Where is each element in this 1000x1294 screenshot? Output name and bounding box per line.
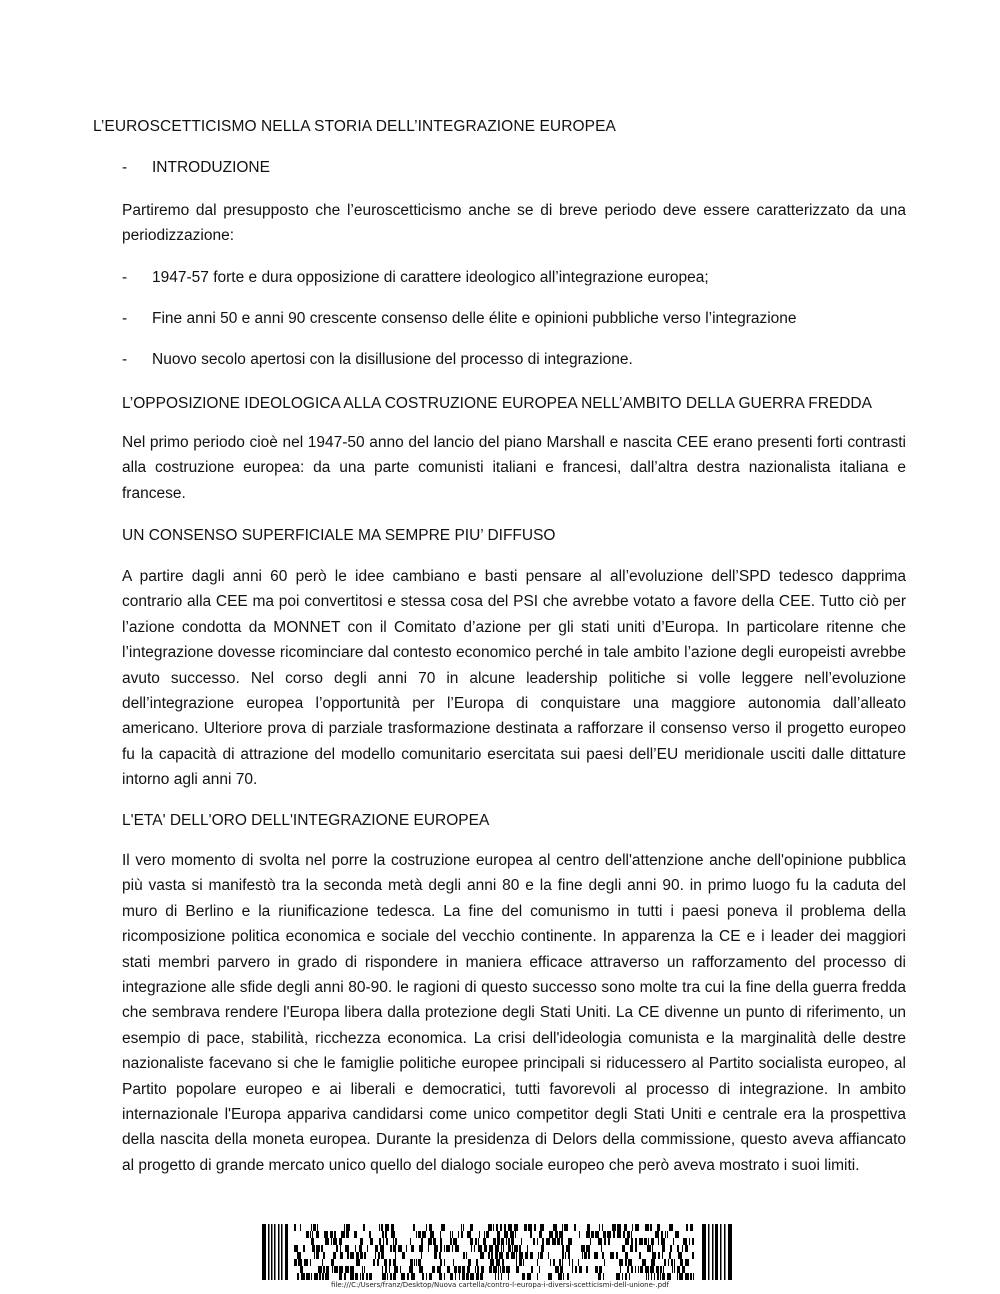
period-list	[122, 265, 906, 388]
intro-paragraph: Partiremo dal presupposto che l’euroscetticismo anche se di breve periodo deve essere caratterizzato da una periodizzazione:	[122, 202, 906, 245]
barcode-image	[262, 1224, 732, 1280]
bullet-dash: -	[122, 350, 128, 368]
bullet-dash: -	[122, 159, 128, 176]
section-heading: L'ETA' DELL'ORO DELL'INTEGRAZIONE EUROPEA	[122, 812, 490, 829]
bullet-dash: -	[122, 269, 128, 286]
bullet-dash: -	[122, 309, 128, 327]
intro-heading: INTRODUZIONE	[152, 159, 270, 176]
section-paragraph: A partire dagli anni 60 però le idee cambiano e basti pensare al all’evoluzione dell’SPD tedesco dapprima contrario alla CEE ma poi convertitosi e stessa cosa del PSI che avrebbe votato a favore della CEE. Tutto ciò per l’azione condotta da MONNET con il Comitato d’azione per gli stati uniti d’Europa. In particolare ritenne che l’integrazione dovesse ricominciare dal contesto economico perché in tale ambito l’azione degli europeisti avrebbe avuto successo. Nel corso degli anni 70 in alcune leadership politiche si volle leggere nell’evoluzione dell’integrazione europea l’opportunità per l’Europa di conquistare una maggiore autonomia dall’alleato americano. Ulteriore prova di parziale trasformazione destinata a rafforzare il consenso verso il progetto europeo fu la capacità di attrazione del modello comunitario esercitata sui paesi dell’EU meridionale usciti dalle dittature intorno agli anni 70.	[122, 568, 906, 789]
period-text: 1947-57 forte e dura opposizione di carattere ideologico all’integrazione europea;	[152, 269, 709, 286]
list-item	[122, 306, 906, 331]
section-heading: UN CONSENSO SUPERFICIALE MA SEMPRE PIU’ DIFFUSO	[122, 527, 556, 544]
intro-heading-item	[122, 159, 270, 177]
section-paragraph: Nel primo periodo cioè nel 1947-50 anno del lancio del piano Marshall e nascita CEE erano presenti forti contrasti alla costruzione europea: da una parte comunisti italiani e francesi, dall’altra destra nazionalista italiana e francese.	[122, 434, 906, 502]
list-item	[122, 265, 906, 290]
period-text: Nuovo secolo apertosi con la disillusione del processo di integrazione.	[152, 350, 633, 368]
footer-file-path: file:///C:/Users/franz/Desktop/Nuova cartella/contro-l-europa-i-diversi-scetticismi-dell-unione-.pdf	[330, 1281, 670, 1289]
section-heading: L’OPPOSIZIONE IDEOLOGICA ALLA COSTRUZIONE EUROPEA NELL’AMBITO DELLA GUERRA FREDDA	[122, 395, 872, 412]
document-title: L’EUROSCETTICISMO NELLA STORIA DELL’INTEGRAZIONE EUROPEA	[93, 118, 616, 135]
period-text: Fine anni 50 e anni 90 crescente consenso delle élite e opinioni pubbliche verso l’integrazione	[152, 309, 797, 327]
section-paragraph: Il vero momento di svolta nel porre la costruzione europea al centro dell'attenzione anche dell'opinione pubblica più vasta si manifestò tra la seconda metà degli anni 80 e la fine degli anni 90. in primo luogo fu la caduta del muro di Berlino e la riunificazione tedesca. La fine del comunismo in tutti i paesi poneva il problema della ricomposizione politica economica e sociale del vecchio continente. In apparenza la CE e i leader dei maggiori stati membri parvero in grado di rispondere in maniera efficace attraverso un rafforzamento del processo di integrazione alle sfide degli anni 80-90. le ragioni di questo successo sono molte tra cui la fine della guerra fredda che sembrava rendere l'Europa libera dalla protezione degli Stati Uniti. La CE divenne un punto di riferimento, un esempio di pace, stabilità, ricchezza economica. La crisi dell'ideologia comunista e la marginalità delle destre nazionaliste facevano si che le famiglie politiche europee principali si riducessero al Partito socialista europeo, al Partito popolare europeo e ai liberali e democratici, tutti favorevoli al processo di integrazione. In ambito internazionale l'Europa appariva candidarsi come unico competitor degli Stati Uniti e centrale era la prospettiva della nascita della moneta europea. Durante la presidenza di Delors della commissione, questo aveva affiancato al progetto di grande mercato unico quello del dialogo sociale europeo che però aveva mostrato i suoi limiti.	[122, 852, 906, 1174]
list-item	[122, 347, 906, 372]
